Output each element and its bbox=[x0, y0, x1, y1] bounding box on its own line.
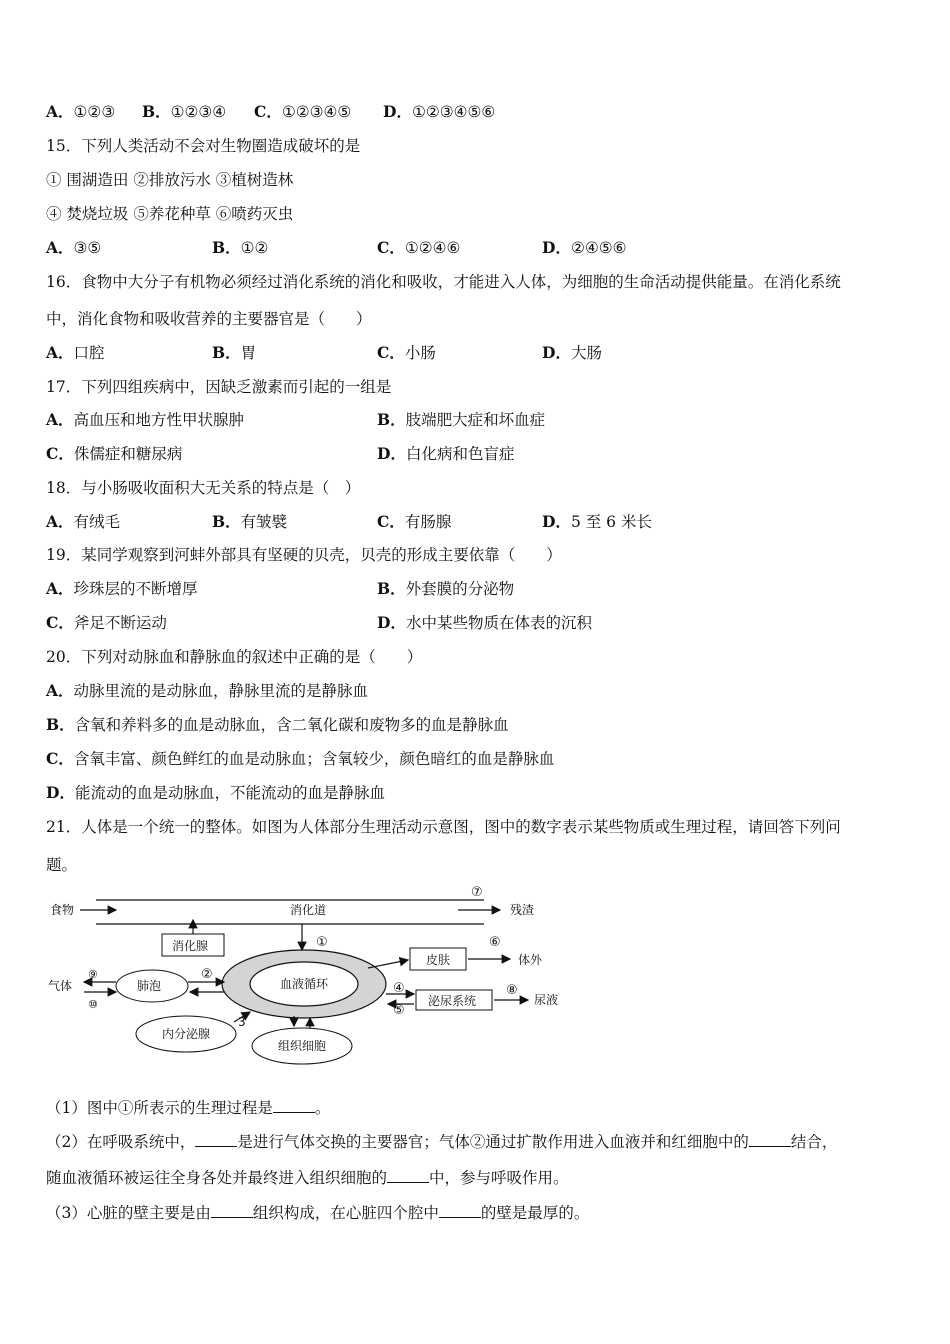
q15-line1: ① 围湖造田 ②排放污水 ③植树造林 bbox=[46, 171, 294, 189]
q15-option-b: B．①② bbox=[212, 238, 269, 257]
q20-option-d: D．能流动的血是动脉血，不能流动的血是静脉血 bbox=[46, 783, 385, 802]
answer-blank-1[interactable] bbox=[273, 1098, 315, 1113]
answer-blank-6[interactable] bbox=[439, 1203, 481, 1218]
q16-option-a: A．口腔 bbox=[46, 343, 105, 362]
q19-option-c: C．斧足不断运动 bbox=[46, 613, 167, 632]
q18-option-c: C．有肠腺 bbox=[377, 512, 452, 531]
q14-option-b: B．①②③④ bbox=[142, 102, 227, 121]
q17-option-a: A．高血压和地方性甲状腺肿 bbox=[46, 410, 245, 429]
q19-option-d: D．水中某些物质在体表的沉积 bbox=[377, 613, 592, 632]
q14-option-a: A．①②③ bbox=[46, 102, 116, 121]
label-n9: ⑨ bbox=[88, 968, 98, 981]
label-outside: 体外 bbox=[518, 953, 543, 967]
label-n10: ⑩ bbox=[88, 998, 98, 1011]
q20-stem: 20．下列对动脉血和静脉血的叙述中正确的是（ ） bbox=[46, 648, 423, 666]
q19-stem: 19．某同学观察到河蚌外部具有坚硬的贝壳，贝壳的形成主要依靠（ ） bbox=[46, 546, 562, 564]
label-n7: ⑦ bbox=[471, 885, 483, 900]
q19-option-a: A．珍珠层的不断增厚 bbox=[46, 579, 198, 598]
q16-option-d: D．大肠 bbox=[542, 343, 602, 362]
q19-option-b: B．外套膜的分泌物 bbox=[377, 579, 515, 598]
label-n4: ④ bbox=[393, 981, 405, 996]
physiology-diagram bbox=[44, 880, 574, 1068]
q14-option-d: D．①②③④⑤⑥ bbox=[383, 102, 496, 121]
q21-sub1: （1）图中①所表示的生理过程是 。 bbox=[46, 1099, 331, 1117]
label-tissue: 组织细胞 bbox=[278, 1039, 327, 1053]
label-n3: 3 bbox=[238, 1015, 246, 1029]
q16-stem-1: 16．食物中大分子有机物必须经过消化系统的消化和吸收，才能进入人体，为细胞的生命活动提供能量。在消化系统 bbox=[46, 273, 841, 291]
label-tract: 消化道 bbox=[290, 903, 327, 917]
label-food: 食物 bbox=[50, 903, 75, 917]
label-blood: 血液循环 bbox=[280, 977, 329, 991]
label-residue: 残渣 bbox=[510, 903, 535, 917]
label-n1: ① bbox=[316, 935, 328, 950]
q17-option-c: C．侏儒症和糖尿病 bbox=[46, 444, 183, 463]
q17-option-d: D．白化病和色盲症 bbox=[377, 444, 515, 463]
q15-option-c: C．①②④⑥ bbox=[377, 238, 461, 257]
q15-option-d: D．②④⑤⑥ bbox=[542, 238, 627, 257]
label-n6: ⑥ bbox=[489, 935, 501, 950]
q17-option-b: B．肢端肥大症和坏血症 bbox=[377, 410, 546, 429]
label-urine: 尿液 bbox=[534, 993, 559, 1007]
q16-stem-2: 中，消化食物和吸收营养的主要器官是（ ） bbox=[46, 310, 372, 328]
q20-option-c: C．含氧丰富、颜色鲜红的血是动脉血；含氧较少，颜色暗红的血是静脉血 bbox=[46, 749, 555, 768]
q15-stem: 15．下列人类活动不会对生物圈造成破坏的是 bbox=[46, 137, 361, 155]
q18-stem: 18．与小肠吸收面积大无关系的特点是（ ） bbox=[46, 479, 361, 497]
answer-blank-5[interactable] bbox=[211, 1203, 253, 1218]
label-alveoli: 肺泡 bbox=[137, 979, 162, 993]
q18-option-a: A．有绒毛 bbox=[46, 512, 121, 531]
q21-stem-2: 题。 bbox=[46, 856, 78, 874]
answer-blank-4[interactable] bbox=[387, 1168, 429, 1183]
label-gas: 气体 bbox=[48, 979, 73, 993]
answer-blank-3[interactable] bbox=[749, 1132, 791, 1147]
label-n2: ② bbox=[201, 967, 213, 982]
q21-sub2-line2: 随血液循环被运往全身各处并最终进入组织细胞的 中，参与呼吸作用。 bbox=[46, 1169, 569, 1187]
q21-stem-1: 21．人体是一个统一的整体。如图为人体部分生理活动示意图，图中的数字表示某些物质或生理过程，请回答下列问 bbox=[46, 818, 841, 836]
q16-option-b: B．胃 bbox=[212, 343, 257, 362]
q20-option-a: A．动脉里流的是动脉血，静脉里流的是静脉血 bbox=[46, 681, 369, 700]
arrow-to-skin bbox=[368, 960, 408, 968]
q15-option-a: A．③⑤ bbox=[46, 238, 102, 257]
q17-stem: 17．下列四组疾病中，因缺乏激素而引起的一组是 bbox=[46, 378, 392, 396]
q15-line2: ④ 焚烧垃圾 ⑤养花种草 ⑥喷药灭虫 bbox=[46, 205, 294, 223]
q21-sub2-line1: （2）在呼吸系统中， 是进行气体交换的主要器官；气体②通过扩散作用进入血液并和红细胞中的 结合， bbox=[46, 1133, 838, 1151]
q21-sub3: （3）心脏的壁主要是由 组织构成，在心脏四个腔中 的壁是最厚的。 bbox=[46, 1204, 590, 1222]
label-n8: ⑧ bbox=[506, 983, 518, 998]
label-skin: 皮肤 bbox=[426, 953, 451, 967]
label-gland: 消化腺 bbox=[172, 939, 209, 953]
q18-option-b: B．有皱襞 bbox=[212, 512, 288, 531]
answer-blank-2[interactable] bbox=[195, 1132, 237, 1147]
q20-option-b: B．含氧和养料多的血是动脉血，含二氧化碳和废物多的血是静脉血 bbox=[46, 715, 509, 734]
q16-option-c: C．小肠 bbox=[377, 343, 436, 362]
q18-option-d: D．5 至 6 米长 bbox=[542, 512, 652, 531]
label-n5: ⑤ bbox=[393, 1003, 405, 1018]
label-endocrine: 内分泌腺 bbox=[162, 1027, 211, 1041]
q14-option-c: C．①②③④⑤ bbox=[254, 102, 352, 121]
label-urinary: 泌尿系统 bbox=[428, 994, 477, 1008]
